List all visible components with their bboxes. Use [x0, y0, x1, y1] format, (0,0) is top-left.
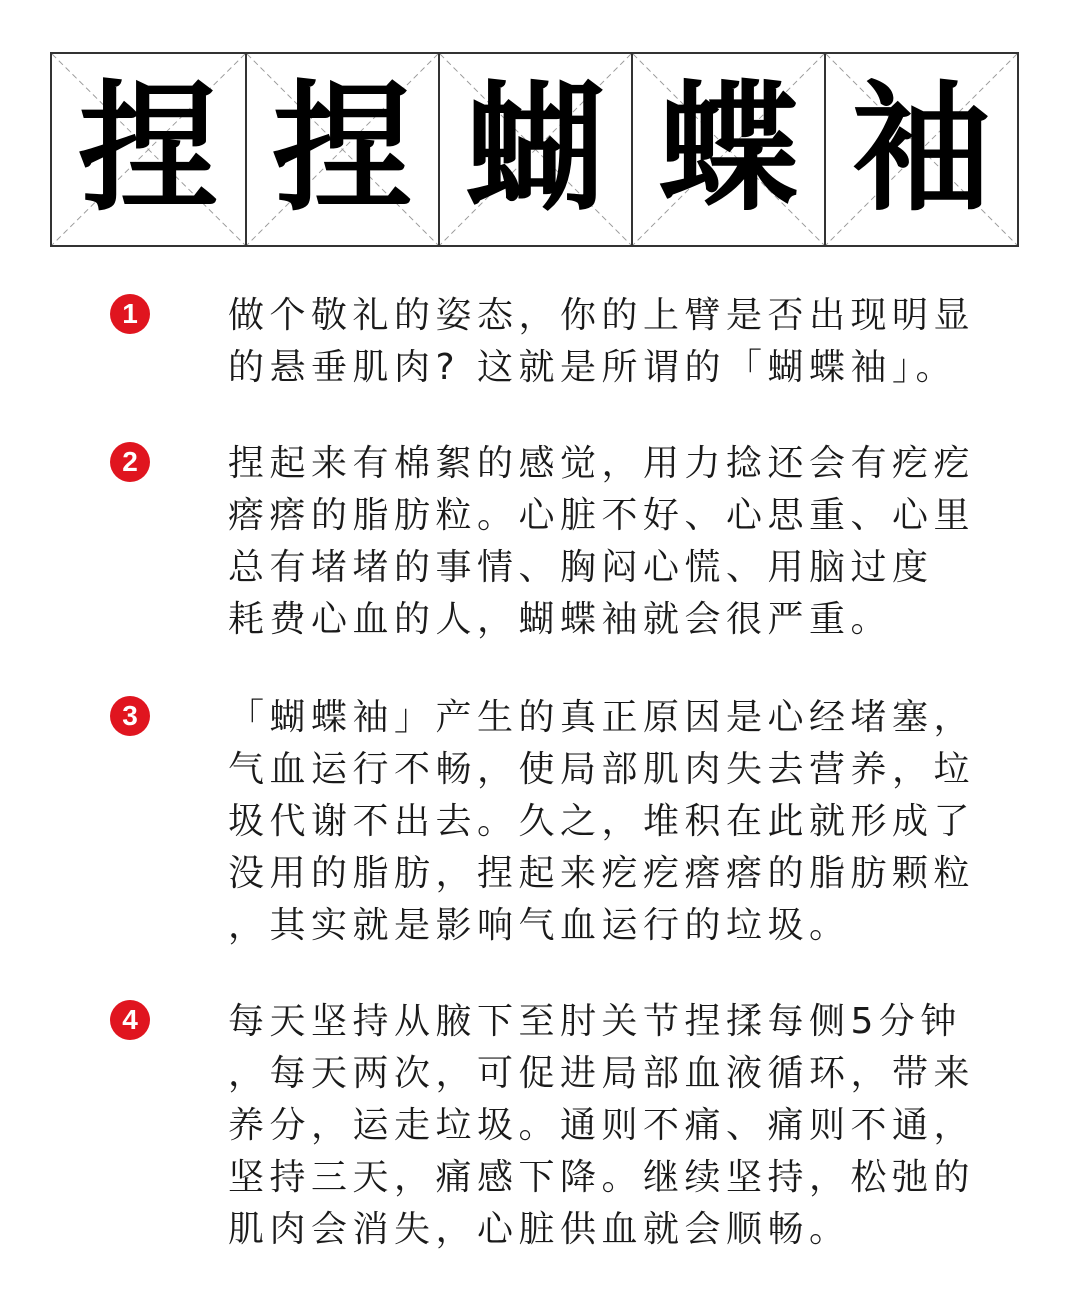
text-line: 养分，运走垃圾。通则不痛、痛则不通，	[228, 1105, 976, 1146]
item-text	[228, 692, 976, 952]
text-line: 肌肉会消失，心脏供血就会顺畅。	[228, 1209, 851, 1250]
number-badge: 4	[110, 1000, 150, 1040]
text-line: 做个敬礼的姿态，你的上臂是否出现明显	[228, 295, 976, 336]
title-char: 蝶	[658, 67, 799, 231]
title-cell	[631, 52, 826, 247]
title-grid	[50, 52, 1019, 247]
text-line: 没用的脂肪，捏起来疙疙瘩瘩的脂肪颗粒	[228, 853, 976, 894]
number-badge: 1	[110, 294, 150, 334]
text-line: 捏起来有棉絮的感觉，用力捻还会有疙疙	[228, 443, 976, 484]
title-cell	[438, 52, 633, 247]
text-line: 瘩瘩的脂肪粒。心脏不好、心思重、心里	[228, 495, 976, 536]
title-char: 捏	[272, 67, 413, 231]
text-line: ，其实就是影响气血运行的垃圾。	[228, 905, 851, 946]
number-badge: 2	[110, 442, 150, 482]
title-cell	[50, 52, 247, 247]
list-item	[110, 692, 976, 952]
text-line: 气血运行不畅，使局部肌肉失去营养，垃	[228, 749, 976, 790]
text-line: 每天坚持从腋下至肘关节捏揉每侧5分钟	[228, 1001, 962, 1042]
list-item	[110, 438, 976, 646]
title-char: 袖	[851, 67, 992, 231]
text-line: 的悬垂肌肉? 这就是所谓的「蝴蝶袖」。	[228, 347, 958, 388]
text-line: 总有堵堵的事情、胸闷心慌、用脑过度	[228, 547, 934, 588]
text-line: ，每天两次，可促进局部血液循环，带来	[228, 1053, 976, 1094]
item-text	[228, 996, 976, 1256]
item-text	[228, 438, 976, 646]
title-cell	[824, 52, 1019, 247]
text-line: 坚持三天，痛感下降。继续坚持，松弛的	[228, 1157, 976, 1198]
number-badge: 3	[110, 696, 150, 736]
title-cell	[245, 52, 440, 247]
list-item	[110, 996, 976, 1256]
title-char: 蝴	[465, 67, 606, 231]
text-line: 耗费心血的人，蝴蝶袖就会很严重。	[228, 599, 893, 640]
item-text	[228, 290, 976, 394]
text-line: 圾代谢不出去。久之，堆积在此就形成了	[228, 801, 976, 842]
text-line: 「蝴蝶袖」产生的真正原因是心经堵塞，	[228, 697, 976, 738]
list-item	[110, 290, 976, 394]
title-char: 捏	[78, 67, 219, 231]
